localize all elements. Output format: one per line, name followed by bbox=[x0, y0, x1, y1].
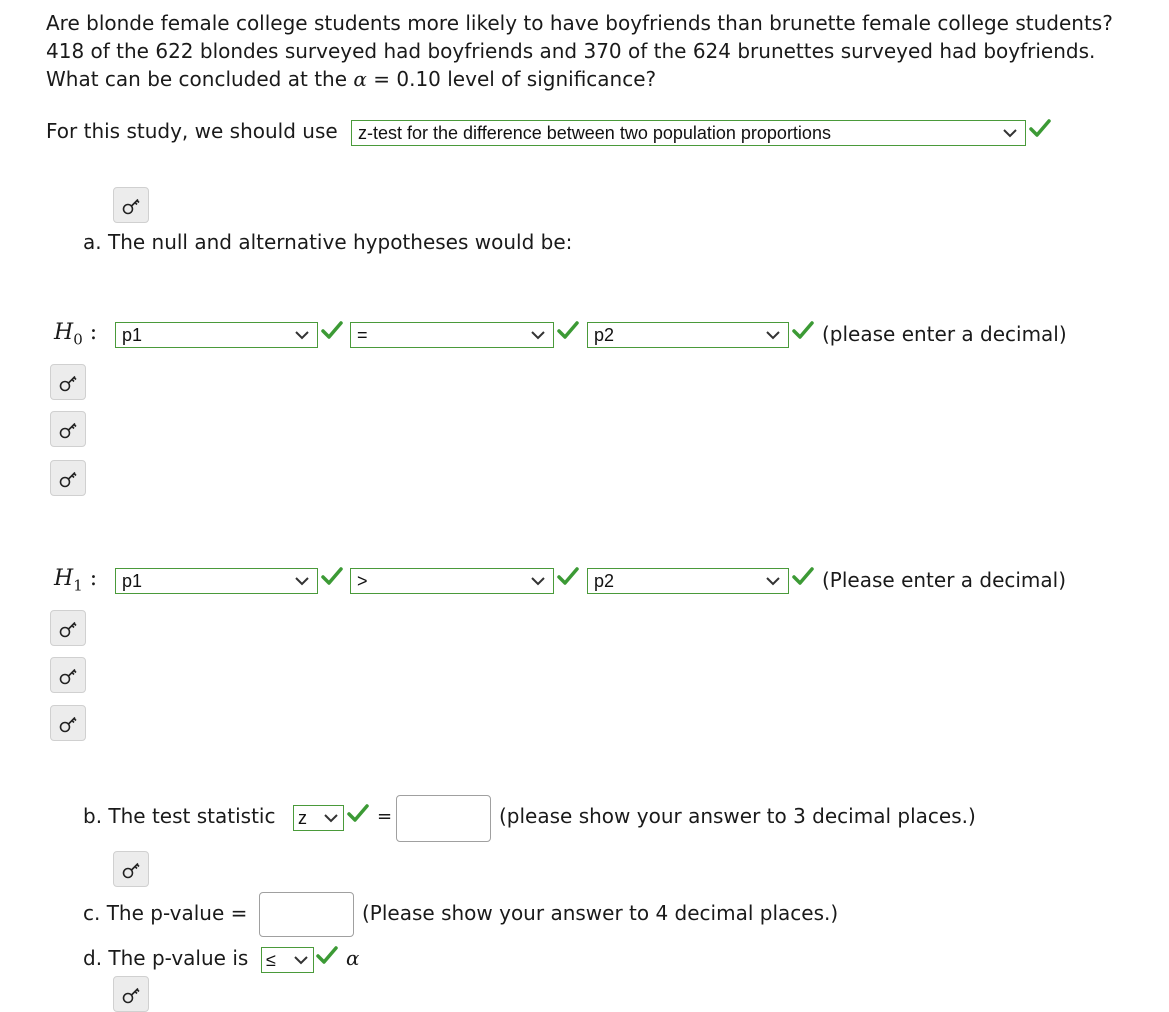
p-value-comparison-value: ≤ bbox=[266, 950, 276, 970]
part-b-label: b. The test statistic bbox=[83, 804, 276, 828]
checkmark-icon bbox=[557, 320, 579, 340]
h1-operator-key-button[interactable] bbox=[50, 657, 86, 693]
h1-right-key-button[interactable] bbox=[50, 705, 86, 741]
h0-letter: H bbox=[54, 320, 74, 345]
chevron-down-icon bbox=[322, 809, 340, 827]
h0-subscript: 0 bbox=[73, 330, 83, 349]
alpha-symbol: α bbox=[353, 67, 367, 91]
study-key-button[interactable] bbox=[113, 187, 149, 223]
chevron-down-icon bbox=[1001, 124, 1019, 142]
checkmark-icon bbox=[792, 566, 814, 586]
h0-operator-select[interactable] bbox=[350, 322, 554, 348]
h0-left-value: p1 bbox=[122, 325, 143, 345]
p-value-comparison-select[interactable] bbox=[261, 947, 314, 973]
chevron-down-icon bbox=[293, 326, 311, 344]
question-line-1: Are blonde female college students more likely to have boyfriends than brunette female college students? bbox=[46, 11, 1113, 35]
checkmark-icon bbox=[347, 803, 369, 823]
part-d-key-button[interactable] bbox=[113, 976, 149, 1012]
part-c-label: c. The p-value = bbox=[83, 901, 248, 925]
question-line-2: 418 of the 622 blondes surveyed had boyfriends and 370 of the 624 brunettes surveyed had boyfriends. bbox=[46, 39, 1096, 63]
part-b-hint: (please show your answer to 3 decimal places.) bbox=[499, 804, 976, 828]
study-method-select[interactable] bbox=[351, 120, 1026, 146]
checkmark-icon bbox=[557, 566, 579, 586]
key-icon bbox=[59, 619, 79, 639]
h0-left-key-button[interactable] bbox=[50, 364, 86, 400]
key-icon bbox=[59, 469, 79, 489]
h1-right-value: p2 bbox=[594, 571, 615, 591]
chevron-down-icon bbox=[529, 326, 547, 344]
h1-left-select[interactable] bbox=[115, 568, 318, 594]
key-icon bbox=[59, 420, 79, 440]
checkmark-icon bbox=[792, 320, 814, 340]
part-b-key-button[interactable] bbox=[113, 851, 149, 887]
test-statistic-value: z bbox=[298, 808, 307, 828]
checkmark-icon bbox=[316, 945, 338, 965]
h1-right-select[interactable] bbox=[587, 568, 789, 594]
key-icon bbox=[59, 714, 79, 734]
question-line-3 bbox=[46, 66, 656, 93]
part-c-hint: (Please show your answer to 4 decimal places.) bbox=[362, 901, 839, 925]
study-label: For this study, we should use bbox=[46, 119, 338, 143]
key-icon bbox=[122, 860, 142, 880]
question-line-3-pre: What can be concluded at the bbox=[46, 67, 348, 91]
h0-hint: (please enter a decimal) bbox=[822, 322, 1067, 346]
key-icon bbox=[59, 666, 79, 686]
study-method-value: z-test for the difference between two population proportions bbox=[358, 123, 831, 143]
part-d-label: d. The p-value is bbox=[83, 946, 249, 970]
h0-left-select[interactable] bbox=[115, 322, 318, 348]
chevron-down-icon bbox=[764, 326, 782, 344]
checkmark-icon bbox=[1029, 118, 1051, 138]
h1-hint: (Please enter a decimal) bbox=[822, 568, 1067, 592]
test-statistic-select[interactable] bbox=[293, 805, 344, 831]
key-icon bbox=[122, 196, 142, 216]
part-b-equals: = bbox=[377, 806, 393, 827]
h0-label bbox=[54, 320, 97, 348]
h1-operator-value: > bbox=[357, 571, 368, 591]
h0-operator-key-button[interactable] bbox=[50, 411, 86, 447]
h1-left-value: p1 bbox=[122, 571, 143, 591]
h0-right-key-button[interactable] bbox=[50, 460, 86, 496]
p-value-input[interactable] bbox=[259, 892, 354, 937]
question-line-3-post: = 0.10 level of significance? bbox=[373, 67, 657, 91]
h1-operator-select[interactable] bbox=[350, 568, 554, 594]
h1-subscript: 1 bbox=[73, 576, 83, 595]
h0-right-select[interactable] bbox=[587, 322, 789, 348]
h1-letter: H bbox=[54, 566, 74, 591]
chevron-down-icon bbox=[293, 572, 311, 590]
h1-label bbox=[54, 566, 97, 594]
h1-colon: : bbox=[89, 566, 98, 591]
key-icon bbox=[59, 373, 79, 393]
chevron-down-icon bbox=[292, 951, 310, 969]
h0-colon: : bbox=[89, 320, 98, 345]
h1-left-key-button[interactable] bbox=[50, 610, 86, 646]
part-d-alpha: α bbox=[346, 946, 360, 970]
checkmark-icon bbox=[321, 566, 343, 586]
h0-right-value: p2 bbox=[594, 325, 615, 345]
checkmark-icon bbox=[321, 320, 343, 340]
chevron-down-icon bbox=[764, 572, 782, 590]
h0-operator-value: = bbox=[357, 325, 368, 345]
test-statistic-input[interactable] bbox=[396, 795, 491, 842]
key-icon bbox=[122, 985, 142, 1005]
part-a-label: a. The null and alternative hypotheses would be: bbox=[83, 230, 573, 254]
chevron-down-icon bbox=[529, 572, 547, 590]
